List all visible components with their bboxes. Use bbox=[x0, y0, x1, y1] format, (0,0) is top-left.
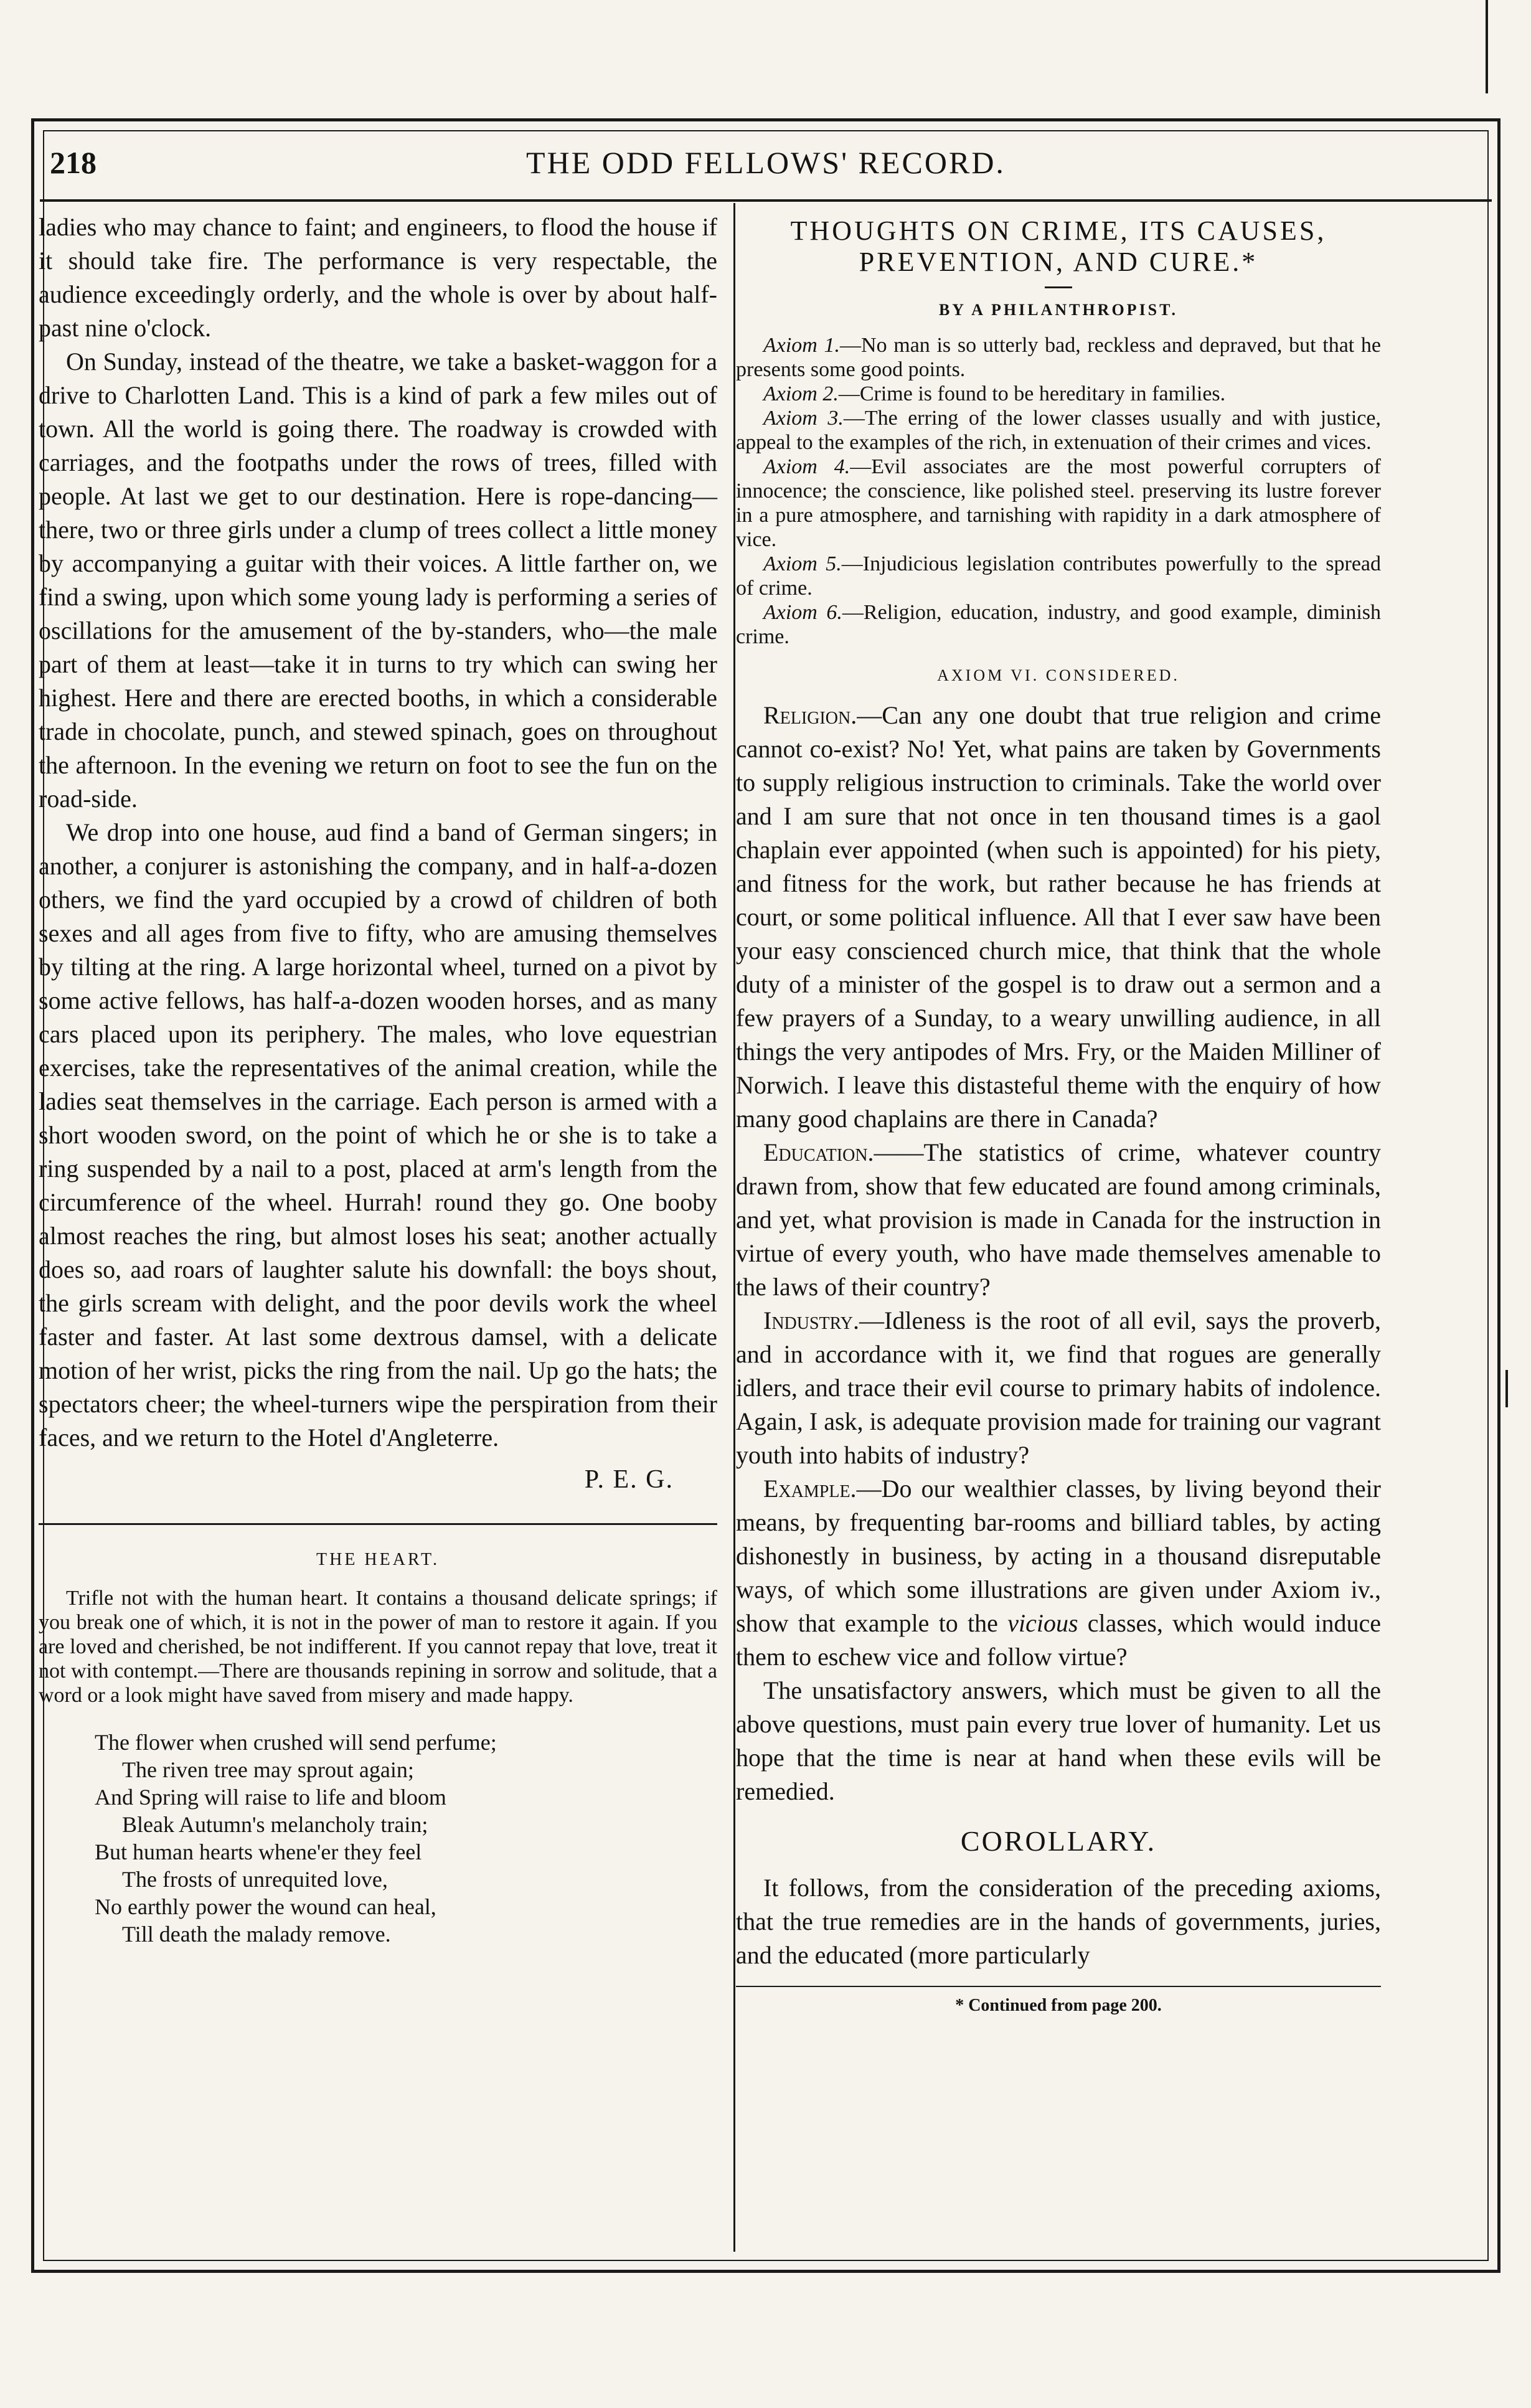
axiom-text: —Evil associates are the most powerful corrupters of innocence; the conscience, like polished steel. preserving its lustre forever in a pure atmosphere, and tarnishing with rapidity in a dark atmosphere of vice. bbox=[736, 455, 1381, 551]
axiom-text: —Crime is found to be hereditary in families. bbox=[838, 382, 1226, 405]
poem-line: And Spring will raise to life and bloom bbox=[95, 1785, 446, 1810]
header-rule bbox=[40, 199, 1492, 202]
axiom-item bbox=[736, 552, 1381, 600]
section-paragraph bbox=[736, 699, 1381, 1136]
axiom-list bbox=[736, 333, 1381, 649]
corollary-body bbox=[736, 1871, 1381, 1972]
italic-word: vicious bbox=[1007, 1609, 1078, 1637]
margin-mark-right bbox=[1505, 1370, 1508, 1407]
axiom-item bbox=[736, 406, 1381, 455]
section-label: Education. bbox=[763, 1138, 874, 1166]
page-header bbox=[44, 131, 1488, 199]
margin-mark-top-right bbox=[1486, 0, 1488, 93]
axiom-text: —The erring of the lower classes usually and with justice, appeal to the examples of the rich, in extenuation of their crimes and vices. bbox=[736, 407, 1382, 454]
axiom-item bbox=[736, 333, 1381, 382]
section-label: Religion. bbox=[763, 701, 857, 729]
section-paragraph bbox=[736, 1136, 1381, 1304]
section-label: Industry. bbox=[763, 1306, 860, 1334]
article-title-line: THOUGHTS ON CRIME, ITS CAUSES, bbox=[790, 215, 1327, 246]
article-title-line: PREVENTION, AND CURE.* bbox=[859, 247, 1258, 277]
axiom-label: Axiom 2. bbox=[763, 382, 839, 405]
poem-line: No earthly power the wound can heal, bbox=[95, 1894, 436, 1919]
axiom-item bbox=[736, 382, 1381, 406]
axiom-item bbox=[736, 600, 1381, 649]
poem-line: Bleak Autumn's melancholy train; bbox=[122, 1812, 428, 1837]
section-text: —Idleness is the root of all evil, says the proverb, and in accordance with it, we find that rogues are generally idlers, and trace their evil course to primary habits of indolence. Again, I ask, is adequate provision made for training our vagrant youth into habits of industry? bbox=[736, 1306, 1381, 1469]
section-divider bbox=[39, 1523, 717, 1525]
axiom-text: —No man is so utterly bad, reckless and depraved, but that he presents some good points. bbox=[736, 334, 1382, 381]
axiom-discussion bbox=[736, 699, 1381, 1808]
author-signature: P. E. G. bbox=[584, 1465, 674, 1494]
paragraph: ladies who may chance to faint; and engineers, to flood the house if it should take fire. The performance is very respectable, the audience exceedingly orderly, and the whole is over by about half-past nine o'clock. bbox=[39, 213, 717, 342]
subheading: AXIOM VI. CONSIDERED. bbox=[937, 666, 1180, 684]
poem-line: The frosts of unrequited love, bbox=[122, 1867, 388, 1892]
heart-heading: THE HEART. bbox=[316, 1550, 440, 1569]
section-paragraph bbox=[736, 1304, 1381, 1472]
axiom-text: —Religion, education, industry, and good example, diminish crime. bbox=[736, 601, 1381, 648]
article-title bbox=[736, 215, 1381, 278]
footnote: * Continued from page 200. bbox=[955, 1996, 1162, 2015]
section-label: Example. bbox=[763, 1475, 857, 1503]
byline: BY A PHILANTHROPIST. bbox=[938, 301, 1179, 319]
left-column bbox=[39, 210, 717, 1948]
section-text: classes, which would induce them to eschew vice and follow virtue? bbox=[736, 1609, 1381, 1671]
paragraph: We drop into one house, aud find a band of German singers; in another, a conjurer is astonishing the company, and in half-a-dozen others, we find the yard occupied by a crowd of children of both sexes and all ages from five to fifty, who are amusing themselves by tilting at the ring. A large horizontal wheel, turned on a pivot by some active fellows, has half-a-dozen wooden horses, and as many cars placed upon its periphery. The males, who love equestrian exercises, take the representatives of the animal creation, while the ladies seat themselves in the carriage. Each person is armed with a short wooden sword, on the point of which he or she is to take a ring suspended by a nail to a post, placed at arm's length from the circumference of the wheel. Hurrah! round they go. One booby almost reaches the ring, but almost loses his seat; another actually does so, aad roars of laughter salute his downfall: the boys shout, the girls scream with delight, and the poor devils work the wheel faster and faster. At last some dextrous damsel, with a delicate motion of her wrist, picks the ring from the nail. Up go the hats; the spectators cheer; the wheel-turners wipe the perspiration from their faces, and we return to the Hotel d'Angleterre. bbox=[39, 818, 717, 1452]
axiom-item bbox=[736, 455, 1381, 552]
closing-paragraph: The unsatisfactory answers, which must be given to all the above questions, must pain every true lover of humanity. Let us hope that the time is near at hand when these evils will be remedied. bbox=[736, 1676, 1381, 1805]
right-column bbox=[736, 210, 1381, 2016]
axiom-label: Axiom 3. bbox=[763, 407, 844, 430]
poem-line: The riven tree may sprout again; bbox=[122, 1757, 414, 1782]
title-rule bbox=[1045, 286, 1072, 288]
corollary-paragraph: It follows, from the consideration of the preceding axioms, that the true remedies are in the hands of governments, juries, and the educated (more particularly bbox=[736, 1874, 1381, 1969]
corollary-heading: COROLLARY. bbox=[960, 1825, 1157, 1857]
axiom-label: Axiom 4. bbox=[763, 455, 850, 478]
axiom-label: Axiom 6. bbox=[763, 601, 842, 624]
axiom-label: Axiom 5. bbox=[763, 552, 842, 575]
poem-line: Till death the malady remove. bbox=[122, 1922, 391, 1947]
poem-line: But human hearts whene'er they feel bbox=[95, 1839, 422, 1864]
section-text: —Do our wealthier classes, by living beyond their means, by frequenting bar-rooms and billiard tables, by acting dishonestly in business, by acting in a thousand disreputable ways, of which some illustrations are given under Axiom iv., show that example to the bbox=[736, 1475, 1381, 1637]
poem-line: The flower when crushed will send perfume; bbox=[95, 1730, 497, 1755]
section-paragraph bbox=[736, 1472, 1381, 1674]
running-title: THE ODD FELLOWS' RECORD. bbox=[526, 145, 1006, 180]
footnote-rule bbox=[736, 1986, 1381, 1987]
column-divider bbox=[733, 203, 735, 2252]
travel-article bbox=[39, 210, 717, 1455]
axiom-label: Axiom 1. bbox=[763, 334, 841, 357]
paragraph: Trifle not with the human heart. It contains a thousand delicate springs; if you break one of which, it is not in the power of man to restore it again. If you are loved and cherished, be not indifferent. If you cannot repay that love, treat it not with contempt.—There are thousands repining in sorrow and solitude, that a word or a look might have saved from misery and made happy. bbox=[39, 1587, 717, 1707]
page-number: 218 bbox=[50, 145, 97, 180]
axiom-text: —Injudicious legislation contributes powerfully to the spread of crime. bbox=[736, 552, 1381, 600]
heart-article bbox=[39, 1586, 717, 1707]
section-text: —Can any one doubt that true religion and crime cannot co-exist? No! Yet, what pains are taken by Governments to supply religious instruction to criminals. Take the world over and I am sure that not once in ten thousand times is a gaol chaplain ever appointed (when such is appointed) for his piety, and fitness for the work, but rather because he has friends at court, or some political influence. All that I ever saw have been your easy conscienced church mice, that think that the whole duty of a minister of the gospel is to draw out a sermon and a few prayers of a Sunday, to a weary unwilling audience, in all things the very antipodes of Mrs. Fry, or the Maiden Milliner of Norwich. I leave this distasteful theme with the enquiry of how many good chaplains are there in Canada? bbox=[736, 701, 1381, 1133]
paragraph: On Sunday, instead of the theatre, we take a basket-waggon for a drive to Charlotten Land. This is a kind of park a few miles out of town. All the world is going there. The roadway is crowded with carriages, and the footpaths under the rows of trees, filled with people. At last we get to our destination. Here is rope-dancing—there, two or three girls under a clump of trees collect a little money by accompanying a guitar with their voices. A little farther on, we find a swing, upon which some young lady is performing a series of oscillations for the amusement of the by-standers, who—the male part of them at least—take it in turns to try which can swing her highest. Here and there are erected booths, in which a considerable trade in chocolate, punch, and stewed spinach, goes on throughout the afternoon. In the evening we return on foot to see the fun on the road-side. bbox=[39, 347, 717, 813]
section-text: ——The statistics of crime, whatever country drawn from, show that few educated are found among criminals, and yet, what provision is made in Canada for the instruction in virtue of every youth, who have made themselves amenable to the laws of their country? bbox=[736, 1138, 1381, 1301]
poem bbox=[95, 1729, 717, 1948]
